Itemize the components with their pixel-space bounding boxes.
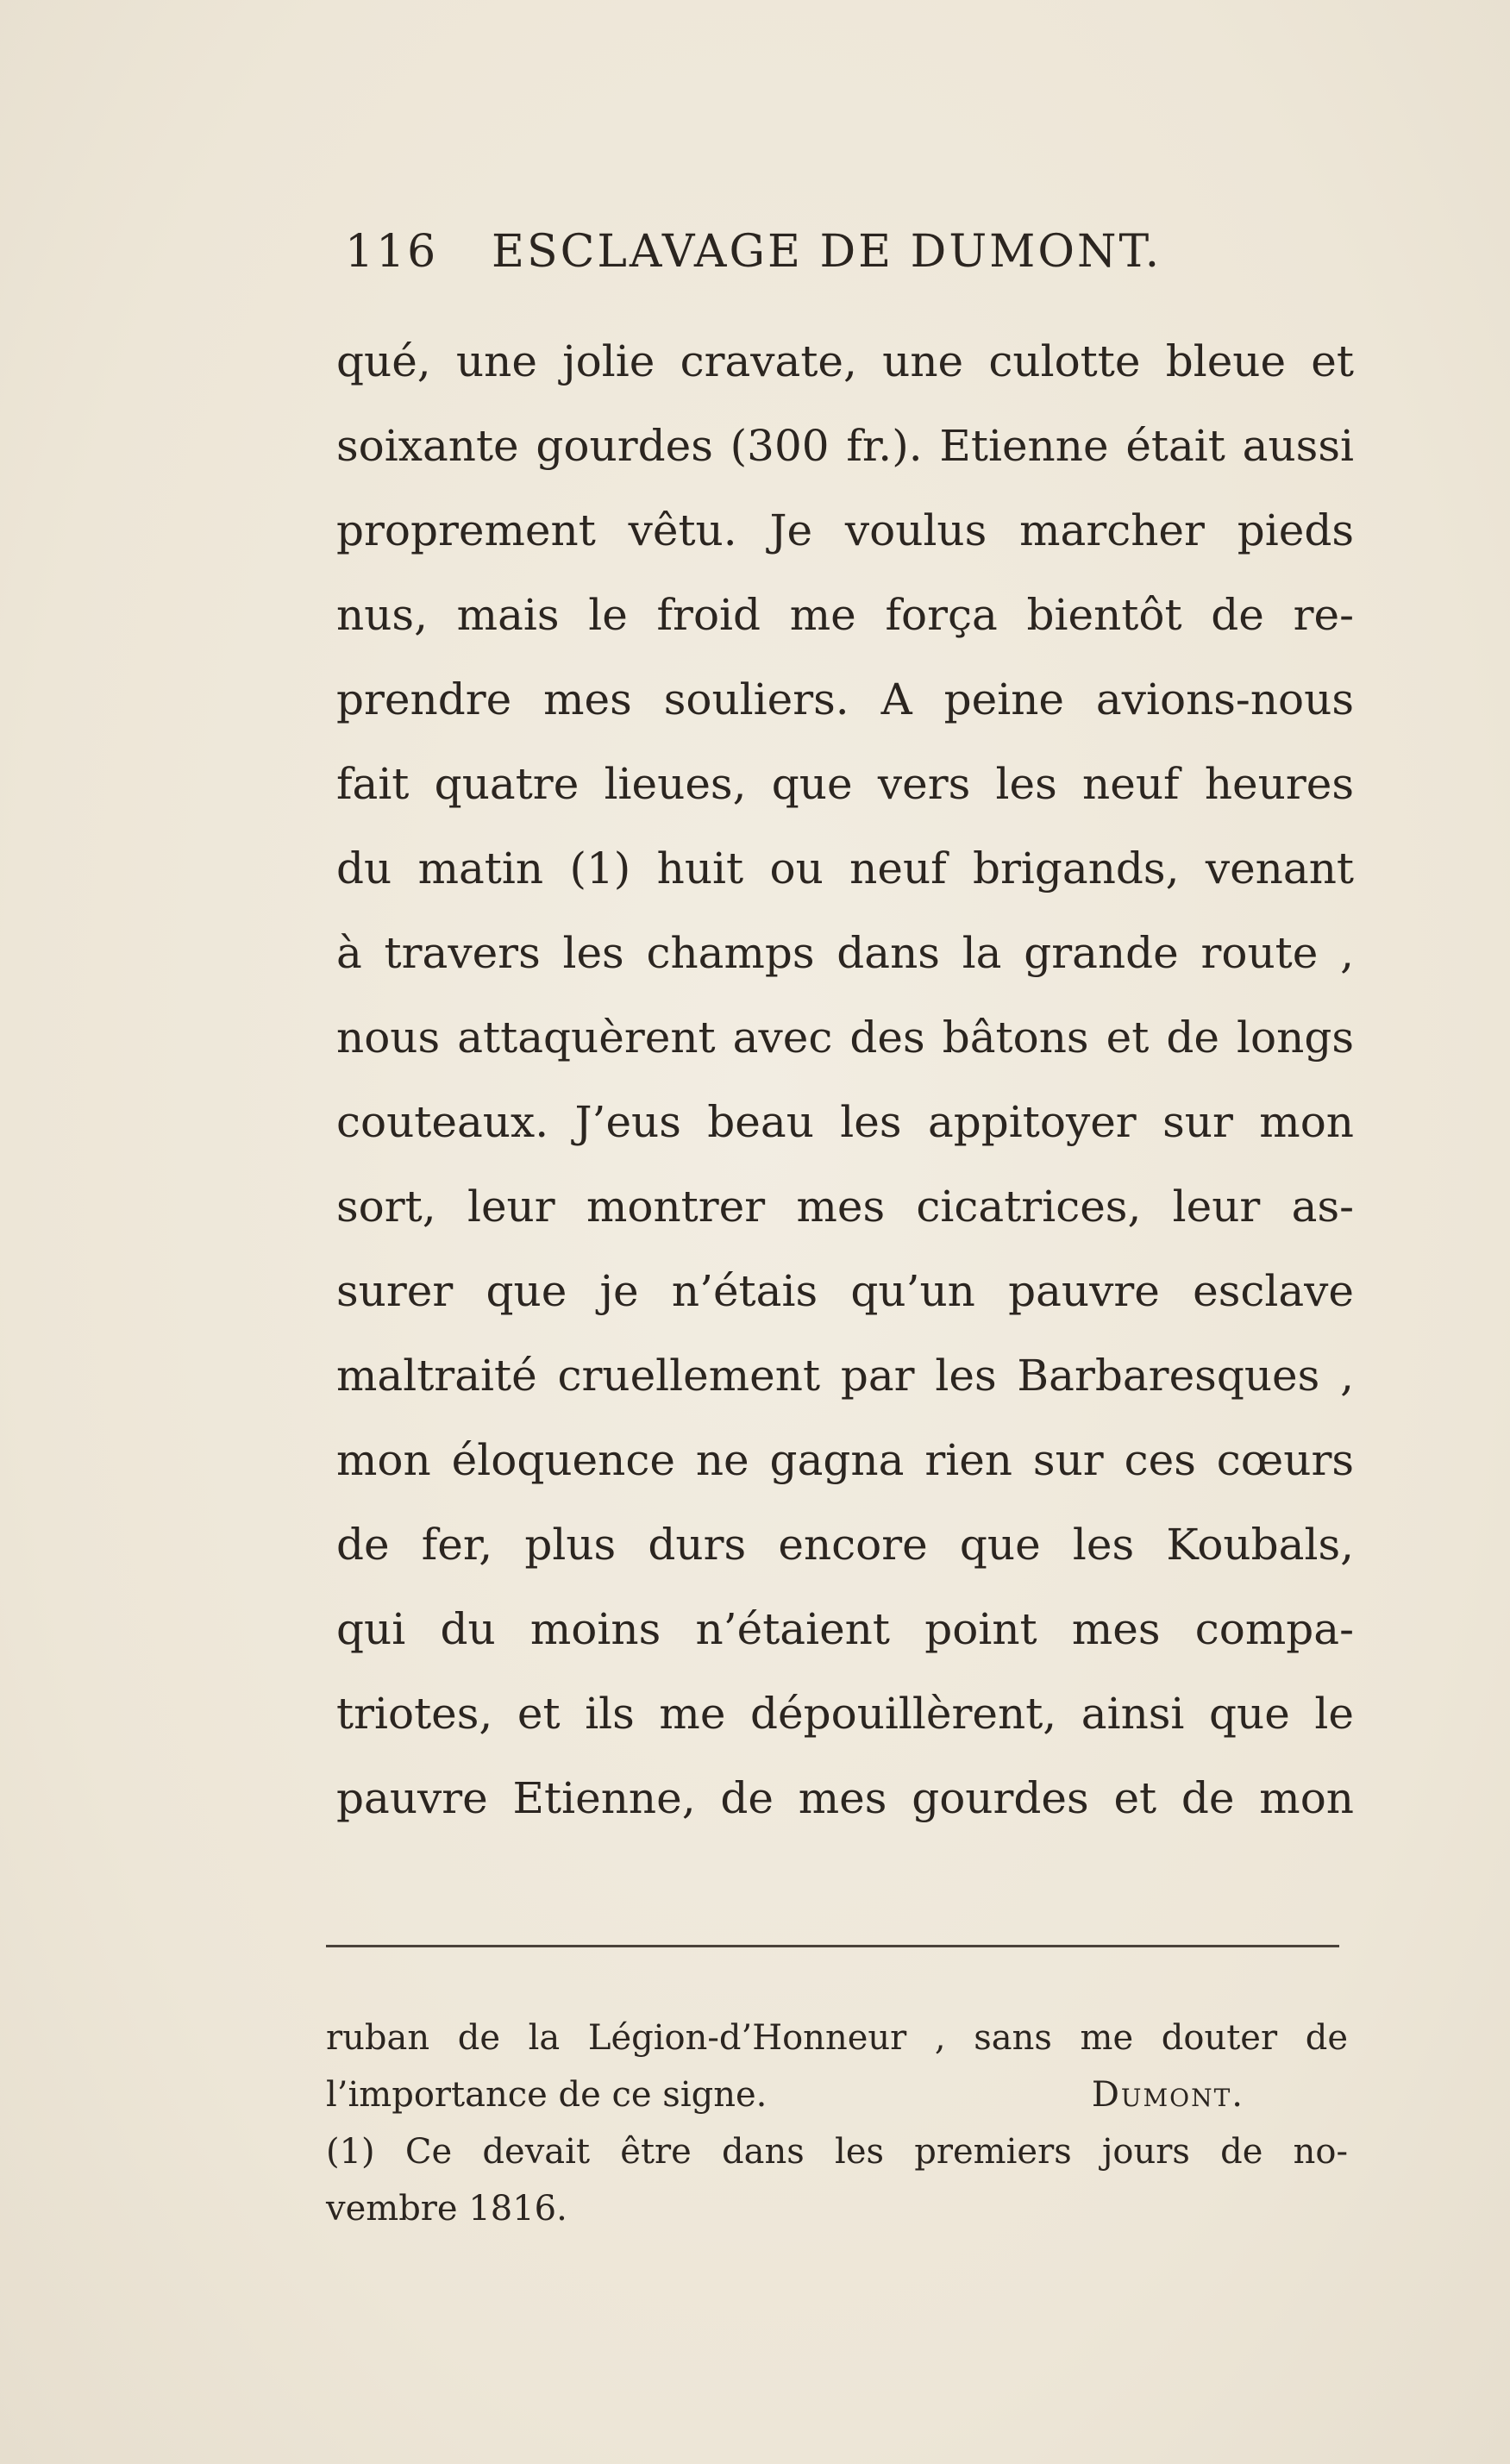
text-line: du matin (1) huit ou neuf brigands, venant [336, 843, 1354, 893]
signature-wrapper [1092, 2066, 1348, 2123]
text-line: prendre mes souliers. A peine avions-nous [336, 674, 1354, 724]
text-line: sort, leur montrer mes cicatrices, leur as- [336, 1182, 1354, 1232]
text-line: mon éloquence ne gagna rien sur ces cœurs [336, 1435, 1354, 1485]
text-line: nus, mais le froid me força bientôt de re- [336, 590, 1354, 640]
footnote-continued-text: l’importance de ce signe. [326, 2075, 768, 2115]
footnote-1-line: (1) Ce devait être dans les premiers jours de no- [326, 2132, 1348, 2172]
footnote-continued-line-with-signature [326, 2066, 1348, 2123]
text-line: proprement vêtu. Je voulus marcher pieds [336, 505, 1354, 555]
text-line: triotes, et ils me dépouillèrent, ainsi que le [336, 1689, 1354, 1739]
text-line: à travers les champs dans la grande route , [336, 928, 1354, 978]
text-line: qui du moins n’étaient point mes compa- [336, 1604, 1354, 1654]
page-header [345, 226, 1207, 286]
text-line: de fer, plus durs encore que les Koubals, [336, 1520, 1354, 1570]
text-line: maltraité cruellement par les Barbaresques , [336, 1351, 1354, 1401]
footnote-1-line: vembre 1816. [326, 2189, 567, 2229]
text-line: fait quatre lieues, que vers les neuf heures [336, 759, 1354, 809]
footnote-continued-line: ruban de la Légion-d’Honneur , sans me douter de [326, 2018, 1348, 2058]
footnote-divider [326, 1945, 1339, 1947]
text-line: couteaux. J’eus beau les appitoyer sur mon [336, 1097, 1354, 1147]
running-title: ESCLAVAGE DE DUMONT. [492, 226, 1162, 278]
text-line: soixante gourdes (300 fr.). Etienne était aussi [336, 421, 1354, 471]
text-line: qué, une jolie cravate, une culotte bleue et [336, 336, 1354, 386]
text-line: surer que je n’étais qu’un pauvre esclave [336, 1266, 1354, 1316]
text-line: nous attaquèrent avec des bâtons et de longs [336, 1013, 1354, 1063]
footnote-signature: Dumont. [1091, 2075, 1244, 2115]
text-line: pauvre Etienne, de mes gourdes et de mon [336, 1773, 1354, 1823]
main-text [336, 319, 1354, 1840]
page-number: 116 [345, 226, 439, 278]
footnotes [326, 2009, 1348, 2237]
